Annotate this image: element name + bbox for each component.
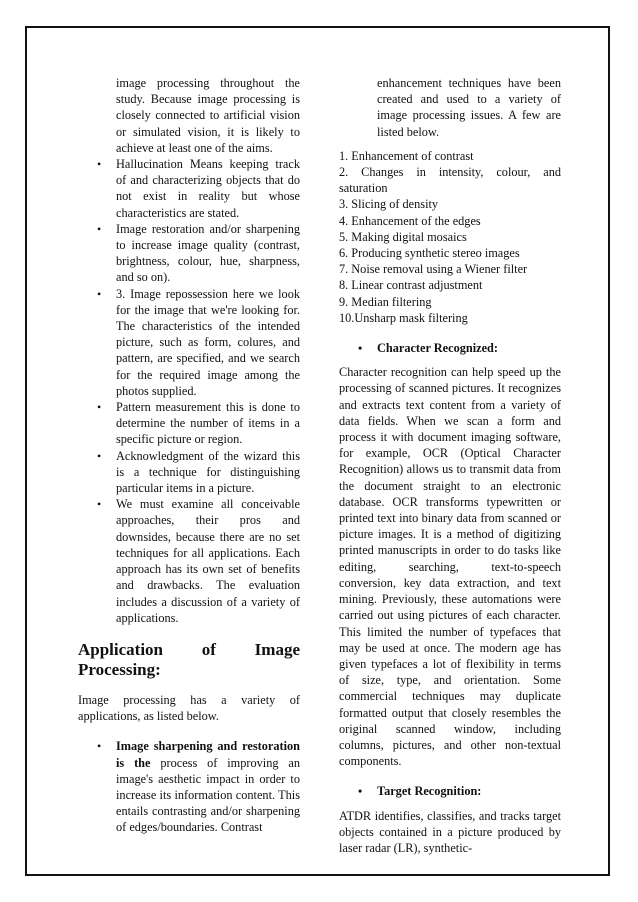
bullet-text: process of improving an image's aesthetic impact in order to increase its information content. This entails contrasting and/or sharpening of edges/boundaries. Contrast [116,755,300,835]
bullet-item [78,738,300,835]
list-item: 3. Slicing of density [339,197,439,212]
left-column [78,75,300,836]
character-paragraph: Character recognition can help speed up the processing of scanned pictures. It recognizes and extracts text content from a variety of data fields. When we scan a form and process it with document imaging software, for example, OCR (Optical Character Recognition) allows us to transmit data from the document straight to an electronic database. OCR transforms typewritten or printed text into binary data from scanned or picture images. It is a method of digitizing printed manuscripts in order to do tasks like editing, searching, text-to-speech conversion, key data extraction, and text mining. Previously, these automations were carried out using pictures of each character. This limited the number of typefaces that may be used at once. The modern age has given typefaces a lot of flexibility in terms of size, type, and orientation. Some commercial techniques may duplicate formatted output that closely resembles the original scanned window, including columns, pictures, and other non-textual components. [339,365,561,769]
bullet-item: • Pattern measurement this is done to determine the number of items in a specific picture or region. [78,399,300,448]
bullet-item: • 3. Image repossession here we look for the image that we're looking for. The characteristics of the intended picture, such as form, colures, and pattern, are specified, and we search for the required image among the photos supplied. [78,286,300,399]
list-item: 5. Making digital mosaics [339,229,467,244]
subheading-character-recognized: • Character Recognized: [339,340,561,356]
continued-paragraph: image processing throughout the study. Because image processing is closely connected to artificial vision or simulated vision, it is likely to achieve at least one of the aims. [116,76,300,155]
bullet-item: • Image restoration and/or sharpening to increase image quality (contrast, brightness, colour, hue, sharpness, and so on). [78,221,300,286]
list-item: 6. Producing synthetic stereo images [339,246,520,261]
target-heading-list [339,783,561,799]
aims-bullet-list [78,156,300,626]
target-paragraph: ATDR identifies, classifies, and tracks target objects contained in a picture produced by laser radar (LR), synthetic- [339,808,561,855]
bold-lead: Image sharpening and restoration is the [116,739,300,770]
bullet-item: • We must examine all conceivable approaches, their pros and downsides, because there are no set techniques for all applications. Each approach has its own set of benefits and drawbacks. The evaluation includes a discussion of a variety of applications. [78,496,300,626]
list-item: 10.Unsharp mask filtering [339,310,468,325]
bullet-item: • Hallucination Means keeping track of and characterizing objects that do not exist in reality but whose characteristics are stated. [78,156,300,221]
list-item: 2. Changes in intensity, colour, and saturation [339,165,561,196]
list-item: 4. Enhancement of the edges [339,213,481,228]
list-item: 8. Linear contrast adjustment [339,278,483,293]
list-item: 1. Enhancement of contrast [339,148,474,163]
subheading-target-recognition: • Target Recognition: [339,783,561,799]
intro-paragraph: Image processing has a variety of applications, as listed below. [78,692,300,724]
bullet-item: • Acknowledgment of the wizard this is a technique for distinguishing particular items in a picture. [78,448,300,497]
section-heading: Application of Image Processing: [78,639,300,679]
list-item: 9. Median filtering [339,294,432,309]
character-heading-list [339,340,561,356]
application-bullet-list [78,738,300,835]
enhancement-list [339,148,561,326]
continued-paragraph: enhancement techniques have been created and used to a variety of image processing issues. A few are listed below. [377,76,561,139]
right-column [339,75,561,856]
list-item: 7. Noise removal using a Wiener filter [339,262,528,277]
